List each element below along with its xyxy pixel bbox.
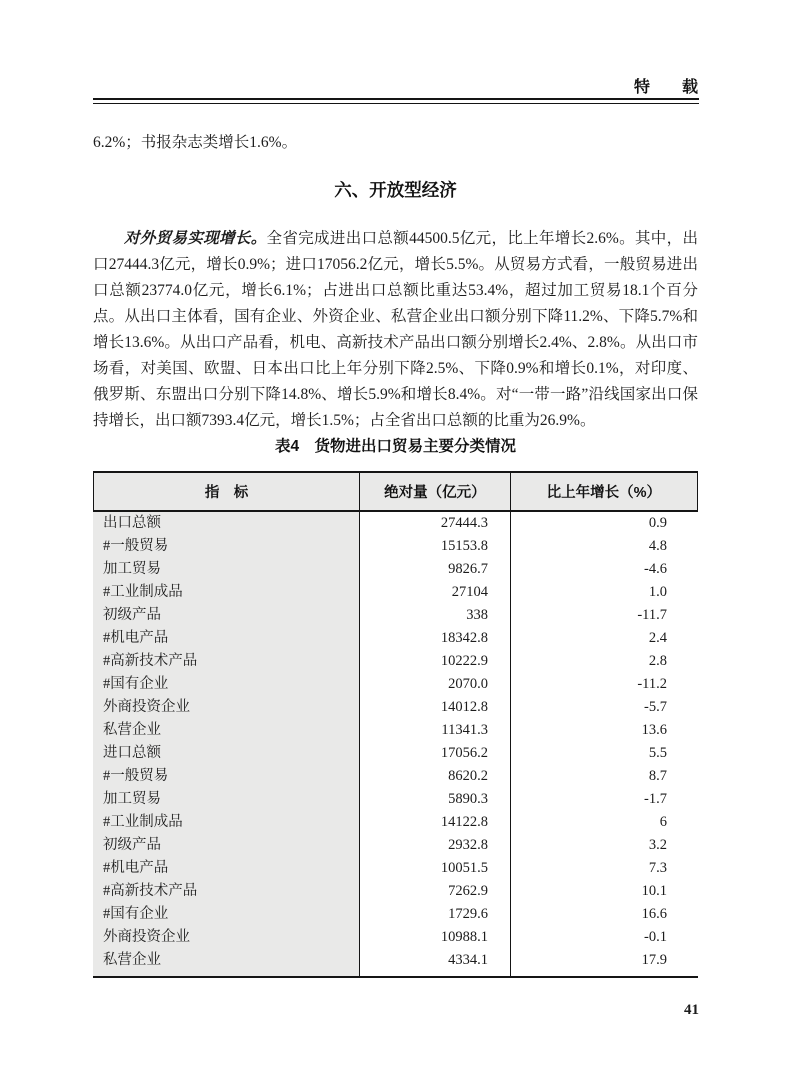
table-row [93, 903, 698, 926]
absolute-amount-cell: 7262.9 [359, 880, 510, 903]
indicator-cell: #高新技术产品 [93, 880, 359, 903]
absolute-amount-cell: 8620.2 [359, 765, 510, 788]
growth-cell: 7.3 [510, 857, 698, 880]
table-row [93, 535, 698, 558]
growth-cell: 2.8 [510, 650, 698, 673]
page-number: 41 [684, 1002, 699, 1018]
absolute-amount-cell: 11341.3 [359, 719, 510, 742]
column-header-growth: 比上年增长（%） [510, 473, 697, 510]
growth-cell: -1.7 [510, 788, 698, 811]
header-rule [93, 98, 699, 104]
growth-cell: 0.9 [510, 512, 698, 535]
absolute-amount-cell: 1729.6 [359, 903, 510, 926]
absolute-amount-cell: 27444.3 [359, 512, 510, 535]
absolute-amount-cell: 15153.8 [359, 535, 510, 558]
indicator-cell: #工业制成品 [93, 811, 359, 834]
absolute-amount-cell: 5890.3 [359, 788, 510, 811]
indicator-cell: 外商投资企业 [93, 926, 359, 949]
page-header-label: 特 载 [633, 79, 698, 96]
indicator-cell: #国有企业 [93, 903, 359, 926]
growth-cell: 13.6 [510, 719, 698, 742]
indicator-cell: #高新技术产品 [93, 650, 359, 673]
indicator-cell: 初级产品 [93, 604, 359, 627]
table-row [93, 926, 698, 949]
indicator-cell: 出口总额 [93, 512, 359, 535]
growth-cell: 16.6 [510, 903, 698, 926]
indicator-cell: 加工贸易 [93, 788, 359, 811]
growth-cell: 1.0 [510, 581, 698, 604]
page-header [93, 74, 698, 97]
table-header-row [93, 471, 698, 512]
section-heading: 六、开放型经济 [334, 180, 457, 200]
indicator-cell: 进口总额 [93, 742, 359, 765]
growth-cell: -4.6 [510, 558, 698, 581]
absolute-amount-cell: 4334.1 [359, 949, 510, 972]
indicator-cell: 加工贸易 [93, 558, 359, 581]
absolute-amount-cell: 17056.2 [359, 742, 510, 765]
indicator-cell: #一般贸易 [93, 765, 359, 788]
growth-cell: 17.9 [510, 949, 698, 972]
indicator-cell: #机电产品 [93, 857, 359, 880]
absolute-amount-cell: 2070.0 [359, 673, 510, 696]
table-row [93, 673, 698, 696]
table-row [93, 765, 698, 788]
growth-cell: 6 [510, 811, 698, 834]
table-row [93, 627, 698, 650]
indicator-cell: 外商投资企业 [93, 696, 359, 719]
growth-cell: 3.2 [510, 834, 698, 857]
absolute-amount-cell: 14122.8 [359, 811, 510, 834]
indicator-cell: #国有企业 [93, 673, 359, 696]
table-row [93, 834, 698, 857]
table-title: 表4 货物进出口贸易主要分类情况 [274, 438, 517, 455]
table-row [93, 742, 698, 765]
growth-cell: 10.1 [510, 880, 698, 903]
absolute-amount-cell: 10051.5 [359, 857, 510, 880]
indicator-cell: #工业制成品 [93, 581, 359, 604]
column-header-indicator: 指 标 [204, 485, 249, 501]
table-row [93, 512, 698, 535]
table-row [93, 788, 698, 811]
table-row [93, 604, 698, 627]
table-row [93, 696, 698, 719]
table-row [93, 558, 698, 581]
body-paragraph [93, 226, 698, 434]
carryover-text: 6.2%；书报杂志类增长1.6%。 [93, 134, 298, 151]
growth-cell: 5.5 [510, 742, 698, 765]
paragraph-body-text: 全省完成进出口总额44500.5亿元，比上年增长2.6%。其中，出口27444.3亿元，增长0.9%；进口17056.2亿元，增长5.5%。从贸易方式看，一般贸易进出口总额23774.0亿元，增长6.1%；占进出口总额比重达53.4%，超过加工贸易18.1个百分点。从出口主体看，国有企业、外资企业、私营企业出口额分别下降11.2%、下降5.7%和增长13.6%。从出口产品看，机电、高新技术产品出口额分别增长2.4%、2.8%。从出口市场看，对美国、欧盟、日本出口比上年分别下降2.5%、下降0.9%和增长0.1%，对印度、俄罗斯、东盟出口分别下降14.8%、增长5.9%和增长8.4%。对“一带一路”沿线国家出口保持增长，出口额7393.4亿元，增长1.5%；占全省出口总额的比重为26.9%。 [93, 230, 698, 429]
table-bottom-filler [93, 972, 698, 976]
table-row [93, 811, 698, 834]
absolute-amount-cell: 2932.8 [359, 834, 510, 857]
absolute-amount-cell: 14012.8 [359, 696, 510, 719]
indicator-cell: 私营企业 [93, 719, 359, 742]
absolute-amount-cell: 338 [359, 604, 510, 627]
growth-cell: -5.7 [510, 696, 698, 719]
indicator-cell: 私营企业 [93, 949, 359, 972]
table-row [93, 650, 698, 673]
growth-cell: 2.4 [510, 627, 698, 650]
table-row [93, 719, 698, 742]
growth-cell: -11.7 [510, 604, 698, 627]
table-row [93, 880, 698, 903]
absolute-amount-cell: 10988.1 [359, 926, 510, 949]
table-row [93, 581, 698, 604]
indicator-cell: #一般贸易 [93, 535, 359, 558]
paragraph-lead: 对外贸易实现增长。 [124, 230, 267, 247]
absolute-amount-cell: 10222.9 [359, 650, 510, 673]
growth-cell: 4.8 [510, 535, 698, 558]
indicator-cell: 初级产品 [93, 834, 359, 857]
table-row [93, 857, 698, 880]
growth-cell: -11.2 [510, 673, 698, 696]
table-row [93, 949, 698, 972]
indicator-cell: #机电产品 [93, 627, 359, 650]
absolute-amount-cell: 9826.7 [359, 558, 510, 581]
growth-cell: -0.1 [510, 926, 698, 949]
table-body [93, 512, 698, 978]
column-header-absolute-amount: 绝对量（亿元） [359, 473, 510, 510]
growth-cell: 8.7 [510, 765, 698, 788]
absolute-amount-cell: 27104 [359, 581, 510, 604]
absolute-amount-cell: 18342.8 [359, 627, 510, 650]
data-table [93, 471, 698, 978]
